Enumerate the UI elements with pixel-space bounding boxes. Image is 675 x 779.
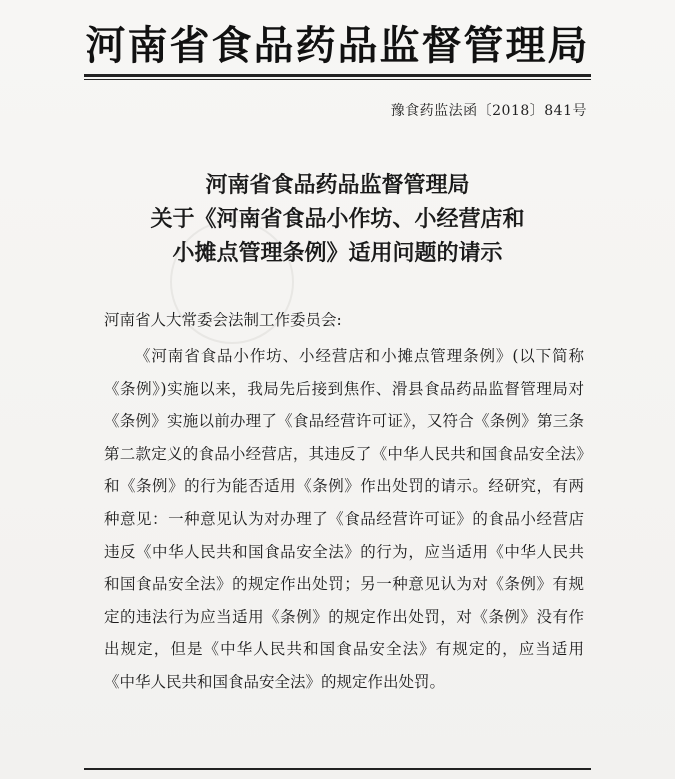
- recipient-line: 河南省人大常委会法制工作委员会:: [104, 311, 342, 329]
- document-title-line-1: 河南省食品药品监督管理局: [205, 172, 470, 198]
- document-title: [0, 168, 675, 270]
- footer-rule: [84, 768, 591, 770]
- document-title-line-3: 小摊点管理条例》适用问题的请示: [172, 240, 503, 266]
- letterhead-rule-thin: [84, 79, 591, 80]
- document-number: 豫食药监法函〔2018〕841号: [390, 103, 587, 119]
- letterhead-rule-thick: [84, 74, 591, 77]
- body-text: [104, 340, 584, 699]
- letterhead-title: 河南省食品药品监督管理局: [85, 22, 590, 69]
- body-paragraph: 《河南省食品小作坊、小经营店和小摊点管理条例》(以下简称《条例》)实施以来，我局先后接到焦作、滑县食品药品监督管理局对《条例》实施以前办理了《食品经营许可证》，又符合《条例》第三条第二款定义的食品小经营店，其违反了《中华人民共和国食品安全法》和《条例》的行为能否适用《条例》作出处罚的请示。经研究，有两种意见：一种意见认为对办理了《食品经营许可证》的食品小经营店违反《中华人民共和国食品安全法》的行为，应当适用《中华人民共和国食品安全法》的规定作出处罚；另一种意见认为对《条例》有规定的违法行为应当适用《条例》的规定作出处罚，对《条例》没有作出规定，但是《中华人民共和国食品安全法》有规定的，应当适用《中华人民共和国食品安全法》的规定作出处罚。: [104, 347, 584, 691]
- document-title-line-2: 关于《河南省食品小作坊、小经营店和: [150, 206, 525, 232]
